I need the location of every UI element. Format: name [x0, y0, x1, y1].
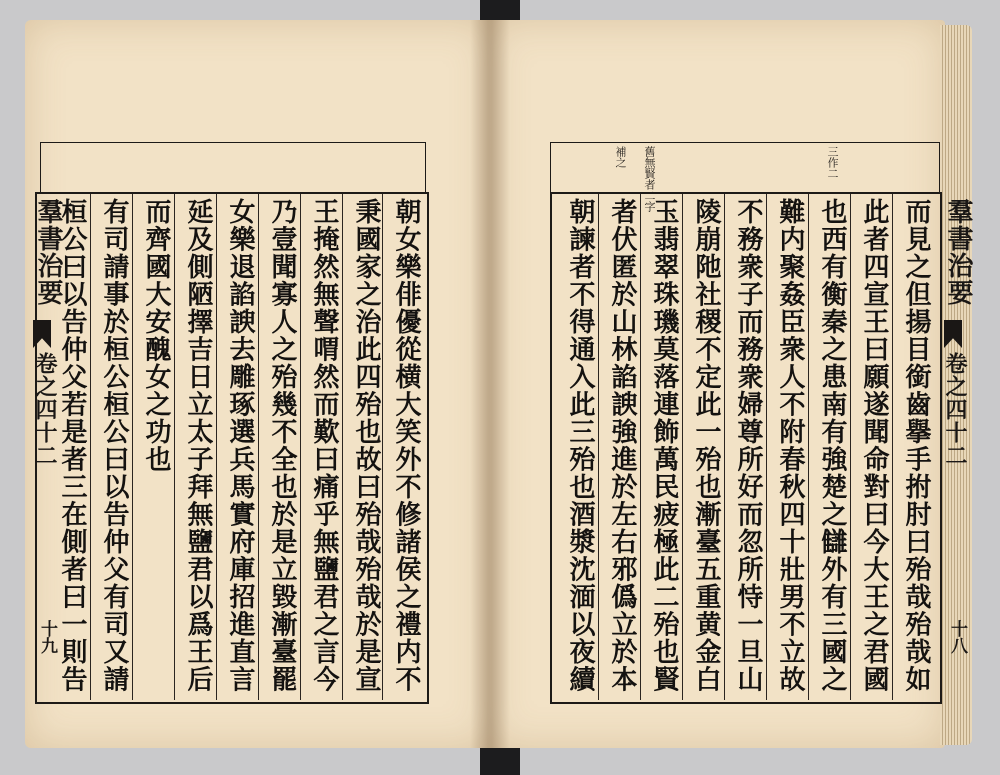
left-column-2: 有司請事於桓公桓公曰以告仲父有司又請 [99, 198, 129, 693]
column-rule [724, 194, 725, 700]
left-column-3: 而齊國大安醜女之功也 [141, 198, 171, 473]
left-column-5: 女樂退諂諛去雕琢選兵馬實府庫招進直言 [225, 198, 255, 693]
left-column-4: 延及側陋擇吉日立太子拜無鹽君以爲王后 [183, 198, 213, 693]
column-rule [598, 194, 599, 700]
column-rule [216, 194, 217, 700]
column-rule [132, 194, 133, 700]
left-folio-number: 十九 [37, 620, 57, 654]
column-rule [90, 194, 91, 700]
left-margin-title: 羣書治要 [33, 198, 63, 306]
right-column-4: 陵崩阤社稷不定此一殆也漸臺五重黄金白 [691, 198, 721, 693]
column-rule [892, 194, 893, 700]
right-column-6: 難内聚姦臣衆人不附春秋四十壯男不立故 [775, 198, 805, 693]
column-rule [342, 194, 343, 700]
right-column-2: 者伏匿於山林諂諛強進於左右邪僞立於本 [607, 198, 637, 693]
right-column-5: 不務衆子而務衆婦尊所好而忽所恃一旦山 [733, 198, 763, 693]
right-column-9: 而見之但揚目銜齒擧手拊肘曰殆哉殆哉如 [901, 198, 931, 693]
left-column-1: 桓公曰以告仲父若是者三在側者曰一則告 [57, 198, 87, 693]
right-margin-title: 羣書治要 [943, 198, 973, 306]
right-folio-number: 十八 [947, 620, 967, 654]
collation-note: 補之 [614, 146, 627, 168]
left-column-7: 王掩然無聲喟然而歎曰痛乎無鹽君之言今 [309, 198, 339, 693]
column-rule [682, 194, 683, 700]
collation-note: 三作二 [826, 146, 839, 179]
right-column-1: 朝諫者不得通入此三殆也酒漿沈湎以夜續 [565, 198, 595, 693]
column-rule [258, 194, 259, 700]
column-rule [174, 194, 175, 700]
column-rule [640, 194, 641, 700]
column-rule [766, 194, 767, 700]
right-top-border [550, 142, 940, 193]
left-column-9: 朝女樂俳優從横大笑外不修諸侯之禮内不 [391, 198, 421, 693]
column-rule [808, 194, 809, 700]
left-column-8: 秉國家之治此四殆也故曰殆哉殆哉於是宣 [351, 198, 381, 693]
column-rule [300, 194, 301, 700]
column-rule [850, 194, 851, 700]
right-column-7: 也西有衡秦之患南有強楚之讎外有三國之 [817, 198, 847, 693]
right-column-3: 玉翡翠珠璣莫落連飾萬民疲極此二殆也賢 [649, 198, 679, 693]
left-juan-label: 卷之四十二 [32, 352, 58, 467]
left-column-6: 乃壹聞寡人之殆幾不全也於是立毀漸臺罷 [267, 198, 297, 693]
left-top-border [40, 142, 426, 193]
right-juan-label: 卷之四十二 [942, 352, 968, 467]
gutter [470, 20, 510, 748]
right-column-8: 此者四宣王曰願遂聞命對曰今大王之君國 [859, 198, 889, 693]
collation-note: 舊無賢者二字 [643, 146, 656, 212]
column-rule [382, 194, 383, 700]
